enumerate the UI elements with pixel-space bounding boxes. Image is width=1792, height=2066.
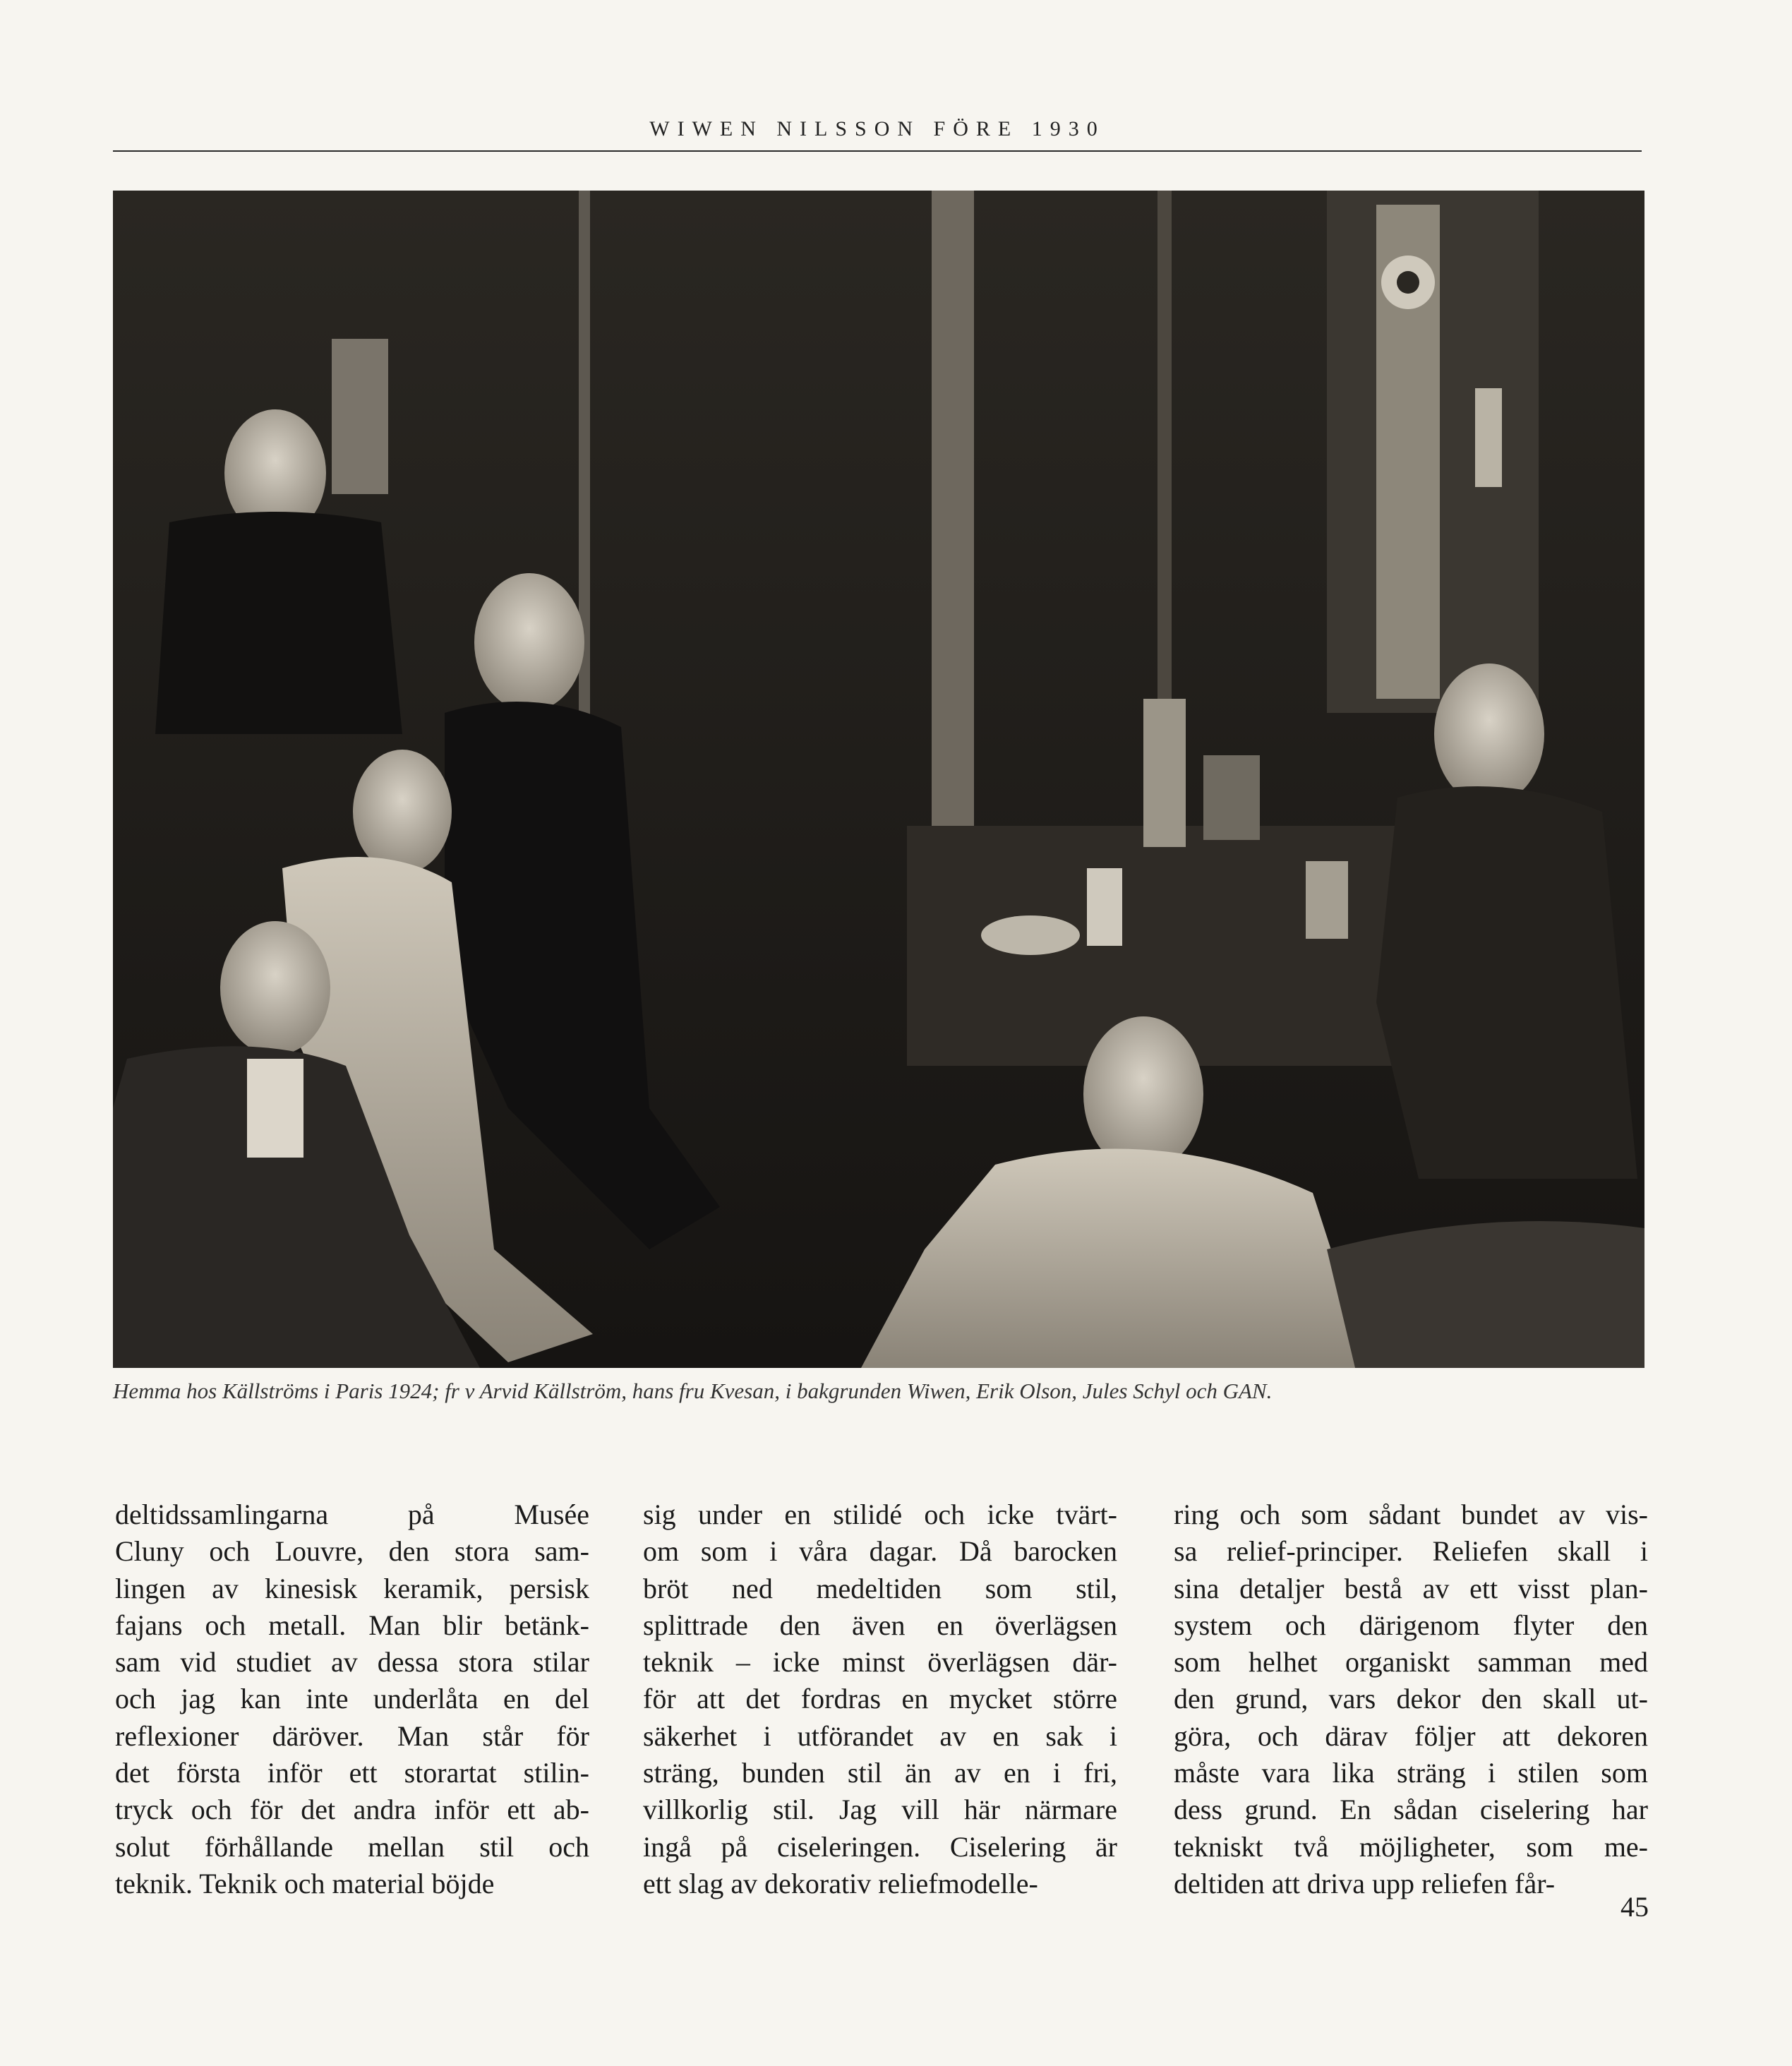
text-line: dess grund. En sådan ciselering har — [1174, 1794, 1648, 1826]
header-rule — [113, 150, 1642, 152]
photo-caption: Hemma hos Källströms i Paris 1924; fr v Arvid Källström, hans fru Kvesan, i bakgrunden Wiwen, Erik Olson, Jules Schyl och GAN. — [113, 1379, 1273, 1403]
text-line: solut förhållande mellan stil och — [115, 1830, 589, 1863]
text-line: om som i våra dagar. Då barocken — [643, 1535, 1117, 1568]
text-line: bröt ned medeltiden som stil, — [643, 1572, 1117, 1604]
text-line: säkerhet i utförandet av en sak i — [643, 1719, 1117, 1752]
photo-illustration — [113, 191, 1644, 1368]
page-number: 45 — [1620, 1891, 1649, 1923]
text-line: för att det fordras en mycket större — [643, 1683, 1117, 1715]
text-line: deltidssamlingarna på Musée — [115, 1499, 589, 1530]
text-line: göra, och därav följer att dekoren — [1174, 1719, 1648, 1752]
text-line: den grund, vars dekor den skall ut- — [1174, 1683, 1648, 1715]
text-line: splittrade den även en överlägsen — [643, 1609, 1117, 1641]
text-line: deltiden att driva upp reliefen får- — [1174, 1867, 1556, 1899]
text-line: sa relief-principer. Reliefen skall i — [1174, 1535, 1648, 1568]
text-line: Cluny och Louvre, den stora sam- — [115, 1535, 589, 1568]
text-line: teknik – icke minst överlägsen där- — [643, 1646, 1117, 1678]
text-line: lingen av kinesisk keramik, persisk — [115, 1572, 589, 1604]
text-column-3 — [1174, 1496, 1648, 1902]
text-line: ring och som sådant bundet av vis- — [1174, 1499, 1648, 1530]
text-line: det första inför ett storartat stilin- — [115, 1757, 589, 1789]
text-line: sig under en stilidé och icke tvärt- — [643, 1499, 1117, 1530]
text-line: måste vara lika sträng i stilen som — [1174, 1757, 1648, 1789]
text-column-1 — [115, 1496, 589, 1902]
text-line: ett slag av dekorativ reliefmodelle- — [643, 1867, 1038, 1899]
text-line: fajans och metall. Man blir betänk- — [115, 1609, 589, 1641]
text-line: reflexioner däröver. Man står för — [115, 1719, 589, 1752]
text-line: som helhet organiskt samman med — [1174, 1646, 1648, 1678]
text-line: och jag kan inte underlåta en del — [115, 1683, 589, 1715]
text-line: sträng, bunden stil än av en i fri, — [643, 1757, 1117, 1789]
text-line: teknik. Teknik och material böjde — [115, 1867, 495, 1899]
text-line: sina detaljer bestå av ett visst plan- — [1174, 1572, 1648, 1604]
text-line: villkorlig stil. Jag vill här närmare — [643, 1794, 1117, 1826]
text-column-2 — [643, 1496, 1117, 1902]
photograph — [113, 191, 1644, 1368]
text-line: tryck och för det andra inför ett ab- — [115, 1794, 589, 1826]
text-line: tekniskt två möjligheter, som me- — [1174, 1830, 1648, 1863]
running-head: WIWEN NILSSON FÖRE 1930 — [649, 117, 1105, 140]
text-line: sam vid studiet av dessa stora stilar — [115, 1646, 589, 1678]
body-text — [115, 1496, 1647, 1934]
text-line: system och därigenom flyter den — [1174, 1609, 1648, 1641]
text-line: ingå på ciseleringen. Ciselering är — [643, 1830, 1117, 1863]
